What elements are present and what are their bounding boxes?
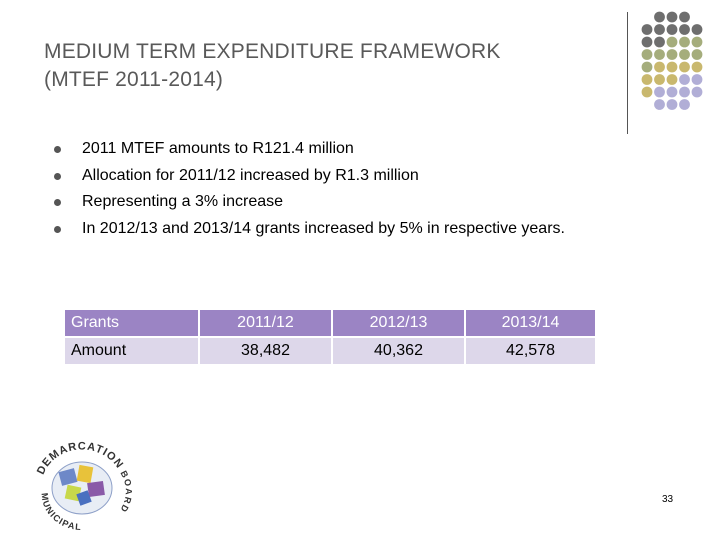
table-cell: 38,482 [200, 338, 333, 366]
decorative-dot [654, 74, 665, 85]
decorative-dot [642, 49, 653, 60]
bullet-list [54, 136, 654, 242]
decorative-dot [679, 49, 690, 60]
bullet-text: Representing a 3% increase [82, 193, 284, 210]
decorative-dot [654, 37, 665, 48]
bullet-text: In 2012/13 and 2013/14 grants increased by 5% in respective years. [82, 219, 565, 237]
bullet-text: Allocation for 2011/12 increased by R1.3 million [82, 166, 419, 184]
table-cell: 42,578 [466, 338, 597, 366]
decorative-dot [679, 62, 690, 73]
decorative-dot [667, 87, 678, 98]
decorative-dot [679, 87, 690, 98]
table-header-cell: 2012/13 [333, 310, 466, 338]
municipal-demarcation-board-logo [30, 440, 140, 530]
decorative-dot [679, 99, 690, 110]
table-row [65, 338, 597, 366]
decorative-dot [654, 62, 665, 73]
decorative-dot [692, 62, 703, 73]
table-header-cell: Grants [65, 310, 200, 338]
decorative-dot [642, 24, 653, 35]
decorative-dot [667, 62, 678, 73]
decorative-dot [692, 24, 703, 35]
bullet-dot-icon [54, 226, 61, 233]
page-number: 33 [662, 494, 674, 505]
decorative-dot [667, 49, 678, 60]
decorative-dot [679, 37, 690, 48]
decorative-dot [667, 12, 678, 23]
decorative-divider [627, 12, 628, 134]
table-cell: 40,362 [333, 338, 466, 366]
decorative-dot [667, 24, 678, 35]
bullet-item [54, 163, 654, 190]
decorative-dot [692, 87, 703, 98]
decorative-dot [642, 62, 653, 73]
decorative-dot [679, 74, 690, 85]
bullet-item [54, 216, 654, 243]
logo-text-bottom: MUNICIPAL [39, 492, 83, 530]
decorative-dot [654, 49, 665, 60]
decorative-dot-grid [0, 0, 720, 140]
table-cell: Amount [65, 338, 200, 366]
decorative-dot [642, 87, 653, 98]
table-header-row [65, 310, 597, 338]
decorative-dot [654, 99, 665, 110]
decorative-dot [667, 99, 678, 110]
decorative-dot [679, 12, 690, 23]
logo-text-right: BOARD [117, 468, 134, 515]
decorative-dot [679, 24, 690, 35]
decorative-dot [642, 37, 653, 48]
slide-title-line-1: MEDIUM TERM EXPENDITURE FRAMEWORK [44, 40, 501, 63]
decorative-dot [654, 87, 665, 98]
decorative-dot [654, 12, 665, 23]
slide-title-line-2: (MTEF 2011-2014) [44, 68, 224, 91]
bullet-dot-icon [54, 173, 61, 180]
decorative-dot [642, 74, 653, 85]
decorative-dot [692, 74, 703, 85]
bullet-text: 2011 MTEF amounts to R121.4 million [82, 140, 354, 157]
bullet-dot-icon [54, 146, 61, 153]
decorative-dot [692, 49, 703, 60]
logo-text-top: DEMARCATION [34, 440, 126, 477]
decorative-dot [654, 24, 665, 35]
table-header-cell: 2011/12 [200, 310, 333, 338]
grants-table [65, 310, 597, 366]
decorative-dot [667, 74, 678, 85]
bullet-item [54, 189, 654, 216]
bullet-dot-icon [54, 199, 61, 206]
table-header-cell: 2013/14 [466, 310, 597, 338]
decorative-dot [667, 37, 678, 48]
bullet-item [54, 136, 654, 163]
decorative-dot [692, 37, 703, 48]
